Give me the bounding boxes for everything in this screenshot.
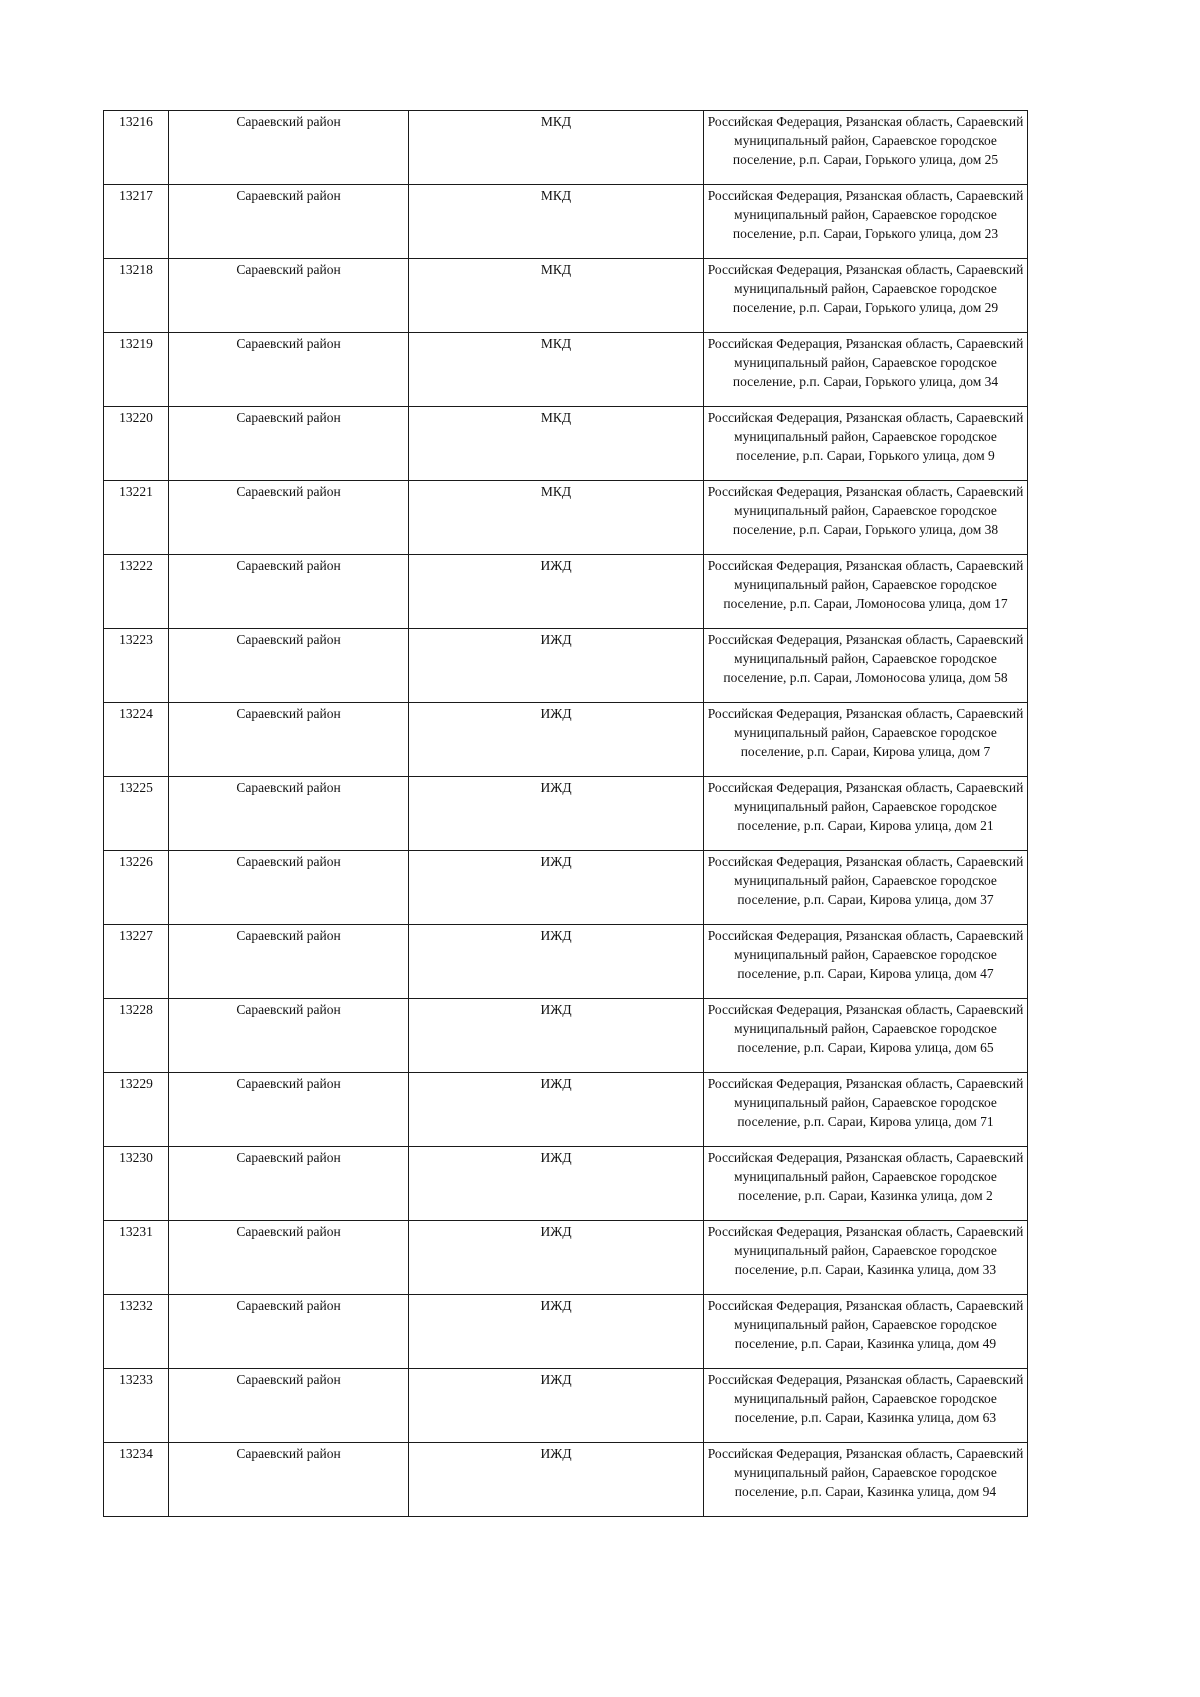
row-number-cell: 13221 — [104, 481, 169, 555]
address-cell: Российская Федерация, Рязанская область, Сараевский муниципальный район, Сараевское городское поселение, р.п. Сараи, Горького улица, дом 25 — [704, 111, 1028, 185]
district-cell: Сараевский район — [169, 185, 409, 259]
district-cell: Сараевский район — [169, 999, 409, 1073]
address-cell: Российская Федерация, Рязанская область, Сараевский муниципальный район, Сараевское городское поселение, р.п. Сараи, Казинка улица, дом 2 — [704, 1147, 1028, 1221]
table-row — [104, 1295, 1028, 1369]
district-cell: Сараевский район — [169, 111, 409, 185]
address-cell: Российская Федерация, Рязанская область, Сараевский муниципальный район, Сараевское городское поселение, р.п. Сараи, Горького улица, дом 34 — [704, 333, 1028, 407]
row-number-cell: 13217 — [104, 185, 169, 259]
row-number-cell: 13227 — [104, 925, 169, 999]
building-type-cell: ИЖД — [409, 555, 704, 629]
address-cell: Российская Федерация, Рязанская область, Сараевский муниципальный район, Сараевское городское поселение, р.п. Сараи, Горького улица, дом 29 — [704, 259, 1028, 333]
table-row — [104, 1073, 1028, 1147]
building-type-cell: ИЖД — [409, 1147, 704, 1221]
table-row — [104, 1221, 1028, 1295]
table-row — [104, 111, 1028, 185]
building-type-cell: МКД — [409, 481, 704, 555]
table-row — [104, 925, 1028, 999]
table-row — [104, 1369, 1028, 1443]
table-row — [104, 703, 1028, 777]
address-cell: Российская Федерация, Рязанская область, Сараевский муниципальный район, Сараевское городское поселение, р.п. Сараи, Кирова улица, дом 21 — [704, 777, 1028, 851]
table-row — [104, 777, 1028, 851]
building-type-cell: МКД — [409, 407, 704, 481]
district-cell: Сараевский район — [169, 1073, 409, 1147]
address-cell: Российская Федерация, Рязанская область, Сараевский муниципальный район, Сараевское городское поселение, р.п. Сараи, Казинка улица, дом 63 — [704, 1369, 1028, 1443]
table-row — [104, 555, 1028, 629]
building-type-cell: ИЖД — [409, 703, 704, 777]
row-number-cell: 13219 — [104, 333, 169, 407]
address-cell: Российская Федерация, Рязанская область, Сараевский муниципальный район, Сараевское городское поселение, р.п. Сараи, Горького улица, дом 38 — [704, 481, 1028, 555]
district-cell: Сараевский район — [169, 481, 409, 555]
address-cell: Российская Федерация, Рязанская область, Сараевский муниципальный район, Сараевское городское поселение, р.п. Сараи, Казинка улица, дом 94 — [704, 1443, 1028, 1517]
table-row — [104, 629, 1028, 703]
row-number-cell: 13230 — [104, 1147, 169, 1221]
district-cell: Сараевский район — [169, 629, 409, 703]
building-type-cell: МКД — [409, 259, 704, 333]
building-type-cell: МКД — [409, 111, 704, 185]
table-row — [104, 1147, 1028, 1221]
district-cell: Сараевский район — [169, 259, 409, 333]
table-row — [104, 481, 1028, 555]
district-cell: Сараевский район — [169, 1369, 409, 1443]
address-cell: Российская Федерация, Рязанская область, Сараевский муниципальный район, Сараевское городское поселение, р.п. Сараи, Кирова улица, дом 7 — [704, 703, 1028, 777]
row-number-cell: 13225 — [104, 777, 169, 851]
address-cell: Российская Федерация, Рязанская область, Сараевский муниципальный район, Сараевское городское поселение, р.п. Сараи, Ломоносова улица, дом 17 — [704, 555, 1028, 629]
district-cell: Сараевский район — [169, 777, 409, 851]
row-number-cell: 13229 — [104, 1073, 169, 1147]
building-type-cell: МКД — [409, 185, 704, 259]
row-number-cell: 13226 — [104, 851, 169, 925]
table-row — [104, 851, 1028, 925]
building-type-cell: ИЖД — [409, 629, 704, 703]
table-row — [104, 259, 1028, 333]
table-row — [104, 407, 1028, 481]
address-registry-table — [103, 110, 1028, 1517]
table-row — [104, 333, 1028, 407]
row-number-cell: 13223 — [104, 629, 169, 703]
district-cell: Сараевский район — [169, 1147, 409, 1221]
table-row — [104, 999, 1028, 1073]
building-type-cell: ИЖД — [409, 851, 704, 925]
row-number-cell: 13231 — [104, 1221, 169, 1295]
row-number-cell: 13222 — [104, 555, 169, 629]
building-type-cell: МКД — [409, 333, 704, 407]
district-cell: Сараевский район — [169, 703, 409, 777]
address-cell: Российская Федерация, Рязанская область, Сараевский муниципальный район, Сараевское городское поселение, р.п. Сараи, Горького улица, дом 23 — [704, 185, 1028, 259]
row-number-cell: 13216 — [104, 111, 169, 185]
building-type-cell: ИЖД — [409, 1221, 704, 1295]
district-cell: Сараевский район — [169, 1443, 409, 1517]
building-type-cell: ИЖД — [409, 1295, 704, 1369]
district-cell: Сараевский район — [169, 1295, 409, 1369]
building-type-cell: ИЖД — [409, 1443, 704, 1517]
row-number-cell: 13232 — [104, 1295, 169, 1369]
district-cell: Сараевский район — [169, 407, 409, 481]
table-row — [104, 185, 1028, 259]
building-type-cell: ИЖД — [409, 1369, 704, 1443]
row-number-cell: 13218 — [104, 259, 169, 333]
district-cell: Сараевский район — [169, 333, 409, 407]
address-cell: Российская Федерация, Рязанская область, Сараевский муниципальный район, Сараевское городское поселение, р.п. Сараи, Кирова улица, дом 47 — [704, 925, 1028, 999]
address-cell: Российская Федерация, Рязанская область, Сараевский муниципальный район, Сараевское городское поселение, р.п. Сараи, Ломоносова улица, дом 58 — [704, 629, 1028, 703]
row-number-cell: 13224 — [104, 703, 169, 777]
district-cell: Сараевский район — [169, 851, 409, 925]
address-cell: Российская Федерация, Рязанская область, Сараевский муниципальный район, Сараевское городское поселение, р.п. Сараи, Кирова улица, дом 65 — [704, 999, 1028, 1073]
address-cell: Российская Федерация, Рязанская область, Сараевский муниципальный район, Сараевское городское поселение, р.п. Сараи, Горького улица, дом 9 — [704, 407, 1028, 481]
address-cell: Российская Федерация, Рязанская область, Сараевский муниципальный район, Сараевское городское поселение, р.п. Сараи, Кирова улица, дом 71 — [704, 1073, 1028, 1147]
row-number-cell: 13233 — [104, 1369, 169, 1443]
address-cell: Российская Федерация, Рязанская область, Сараевский муниципальный район, Сараевское городское поселение, р.п. Сараи, Кирова улица, дом 37 — [704, 851, 1028, 925]
row-number-cell: 13228 — [104, 999, 169, 1073]
building-type-cell: ИЖД — [409, 777, 704, 851]
address-cell: Российская Федерация, Рязанская область, Сараевский муниципальный район, Сараевское городское поселение, р.п. Сараи, Казинка улица, дом 49 — [704, 1295, 1028, 1369]
table-row — [104, 1443, 1028, 1517]
building-type-cell: ИЖД — [409, 1073, 704, 1147]
building-type-cell: ИЖД — [409, 999, 704, 1073]
registry-table-body — [104, 111, 1028, 1517]
building-type-cell: ИЖД — [409, 925, 704, 999]
row-number-cell: 13220 — [104, 407, 169, 481]
address-cell: Российская Федерация, Рязанская область, Сараевский муниципальный район, Сараевское городское поселение, р.п. Сараи, Казинка улица, дом 33 — [704, 1221, 1028, 1295]
district-cell: Сараевский район — [169, 925, 409, 999]
district-cell: Сараевский район — [169, 1221, 409, 1295]
row-number-cell: 13234 — [104, 1443, 169, 1517]
district-cell: Сараевский район — [169, 555, 409, 629]
